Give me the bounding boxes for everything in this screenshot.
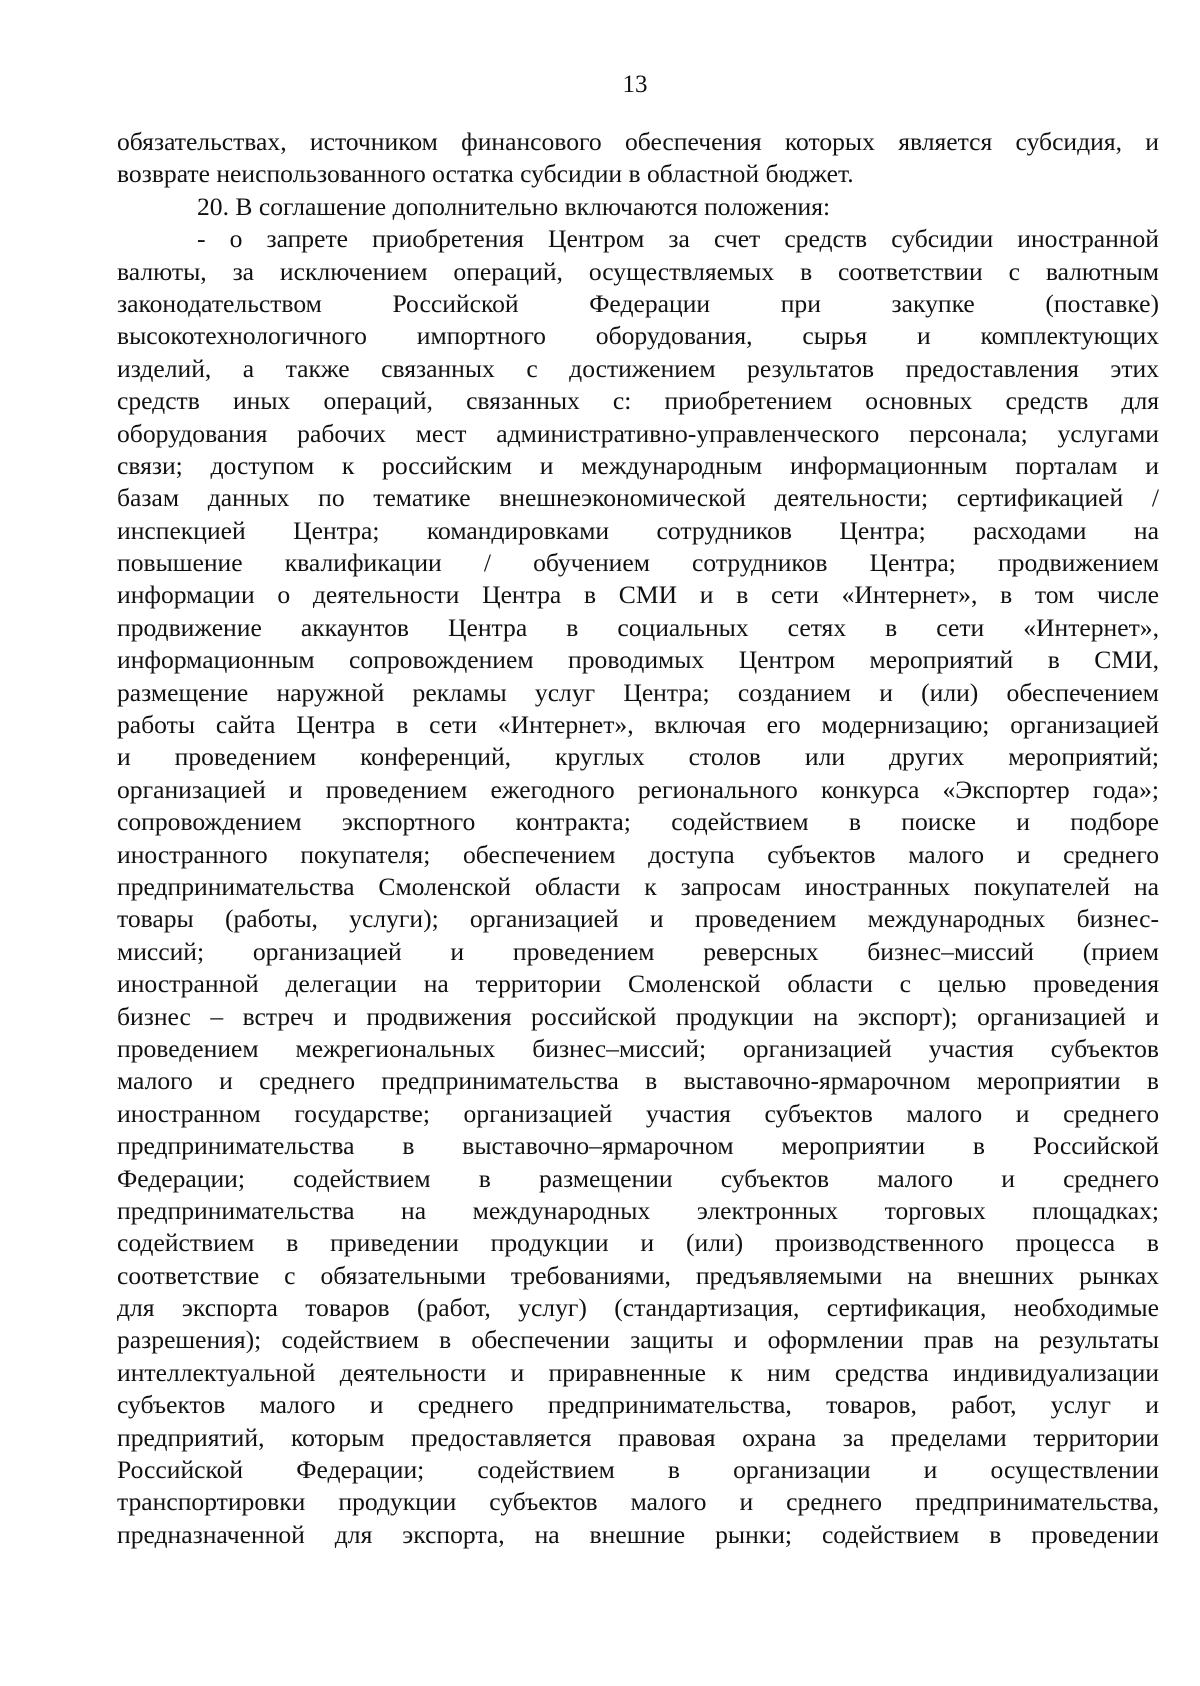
text-line: инспекцией Центра; командировками сотрудников Центра; расходами на bbox=[117, 515, 1159, 545]
text-line: проведением межрегиональных бизнес–миссий; организацией участия субъектов bbox=[117, 1033, 1159, 1063]
text-line: валюты, за исключением операций, осуществляемых в соответствии с валютным bbox=[117, 256, 1159, 286]
text-line: законодательством Российской Федерации при закупке (поставке) bbox=[117, 288, 1159, 318]
text-line: иностранной делегации на территории Смоленской области с целью проведения bbox=[117, 969, 1159, 999]
text-line: бизнес – встреч и продвижения российской продукции на экспорт); организацией и bbox=[117, 1001, 1159, 1031]
text-line: Российской Федерации; содействием в организации и осуществлении bbox=[117, 1455, 1159, 1485]
text-line: информации о деятельности Центра в СМИ и в сети «Интернет», в том числе bbox=[117, 580, 1159, 610]
text-line: и проведением конференций, круглых столов или других мероприятий; bbox=[117, 742, 1159, 772]
text-line: связи; доступом к российским и международным информационным порталам и bbox=[117, 450, 1159, 480]
text-line: иностранном государстве; организацией участия субъектов малого и среднего bbox=[117, 1098, 1159, 1128]
text-line: оборудования рабочих мест административно-управленческого персонала; услугами bbox=[117, 418, 1159, 448]
text-line: сопровождением экспортного контракта; содействием в поиске и подборе bbox=[117, 807, 1159, 837]
text-line: обязательствах, источником финансового обеспечения которых является субсидия, и bbox=[117, 127, 1159, 156]
text-line: 20. В соглашение дополнительно включаются положения: bbox=[197, 191, 831, 221]
text-line: миссий; организацией и проведением реверсных бизнес–миссий (прием bbox=[117, 936, 1159, 966]
text-line: базам данных по тематике внешнеэкономической деятельности; сертификацией / bbox=[117, 483, 1159, 513]
text-line: субъектов малого и среднего предпринимательства, товаров, работ, услуг и bbox=[117, 1390, 1159, 1420]
text-line: соответствие с обязательными требованиями, предъявляемыми на внешних рынках bbox=[117, 1260, 1159, 1290]
text-line: транспортировки продукции субъектов малого и среднего предпринимательства, bbox=[117, 1487, 1159, 1517]
text-line: Федерации; содействием в размещении субъектов малого и среднего bbox=[117, 1163, 1159, 1193]
text-line: повышение квалификации / обучением сотрудников Центра; продвижением bbox=[117, 548, 1159, 578]
text-line: предприятий, которым предоставляется правовая охрана за пределами территории bbox=[117, 1422, 1159, 1452]
text-line: работы сайта Центра в сети «Интернет», включая его модернизацию; организацией bbox=[117, 710, 1159, 740]
text-line: для экспорта товаров (работ, услуг) (стандартизация, сертификация, необходимые bbox=[117, 1293, 1159, 1323]
text-line: информационным сопровождением проводимых Центром мероприятий в СМИ, bbox=[117, 645, 1159, 675]
text-line: предпринимательства Смоленской области к запросам иностранных покупателей на bbox=[117, 871, 1159, 901]
text-line: - о запрете приобретения Центром за счет средств субсидии иностранной bbox=[197, 224, 1159, 254]
text-line: средств иных операций, связанных с: приобретением основных средств для bbox=[117, 386, 1159, 416]
text-line: разрешения); содействием в обеспечении защиты и оформлении прав на результаты bbox=[117, 1325, 1159, 1355]
text-line: возврате неиспользованного остатка субсидии в областной бюджет. bbox=[117, 159, 854, 189]
text-line: организацией и проведением ежегодного регионального конкурса «Экспортер года»; bbox=[117, 774, 1159, 804]
text-line: высокотехнологичного импортного оборудования, сырья и комплектующих bbox=[117, 321, 1159, 351]
document-body bbox=[117, 126, 1159, 1551]
text-line: предпринимательства на международных электронных торговых площадках; bbox=[117, 1195, 1159, 1225]
text-line: содействием в приведении продукции и (или) производственного процесса в bbox=[117, 1228, 1159, 1258]
text-line: размещение наружной рекламы услуг Центра; созданием и (или) обеспечением bbox=[117, 677, 1159, 707]
text-line: изделий, а также связанных с достижением результатов предоставления этих bbox=[117, 353, 1159, 383]
text-line: товары (работы, услуги); организацией и проведением международных бизнес- bbox=[117, 904, 1159, 934]
text-line: интеллектуальной деятельности и приравненные к ним средства индивидуализации bbox=[117, 1357, 1159, 1387]
text-line: предпринимательства в выставочно–ярмарочном мероприятии в Российской bbox=[117, 1131, 1159, 1161]
text-line: малого и среднего предпринимательства в выставочно-ярмарочном мероприятии в bbox=[117, 1066, 1159, 1096]
text-line: иностранного покупателя; обеспечением доступа субъектов малого и среднего bbox=[117, 839, 1159, 869]
text-line: предназначенной для экспорта, на внешние рынки; содействием в проведении bbox=[117, 1519, 1159, 1549]
page-number: 13 bbox=[622, 71, 648, 98]
text-line: продвижение аккаунтов Центра в социальных сетях в сети «Интернет», bbox=[117, 612, 1159, 642]
